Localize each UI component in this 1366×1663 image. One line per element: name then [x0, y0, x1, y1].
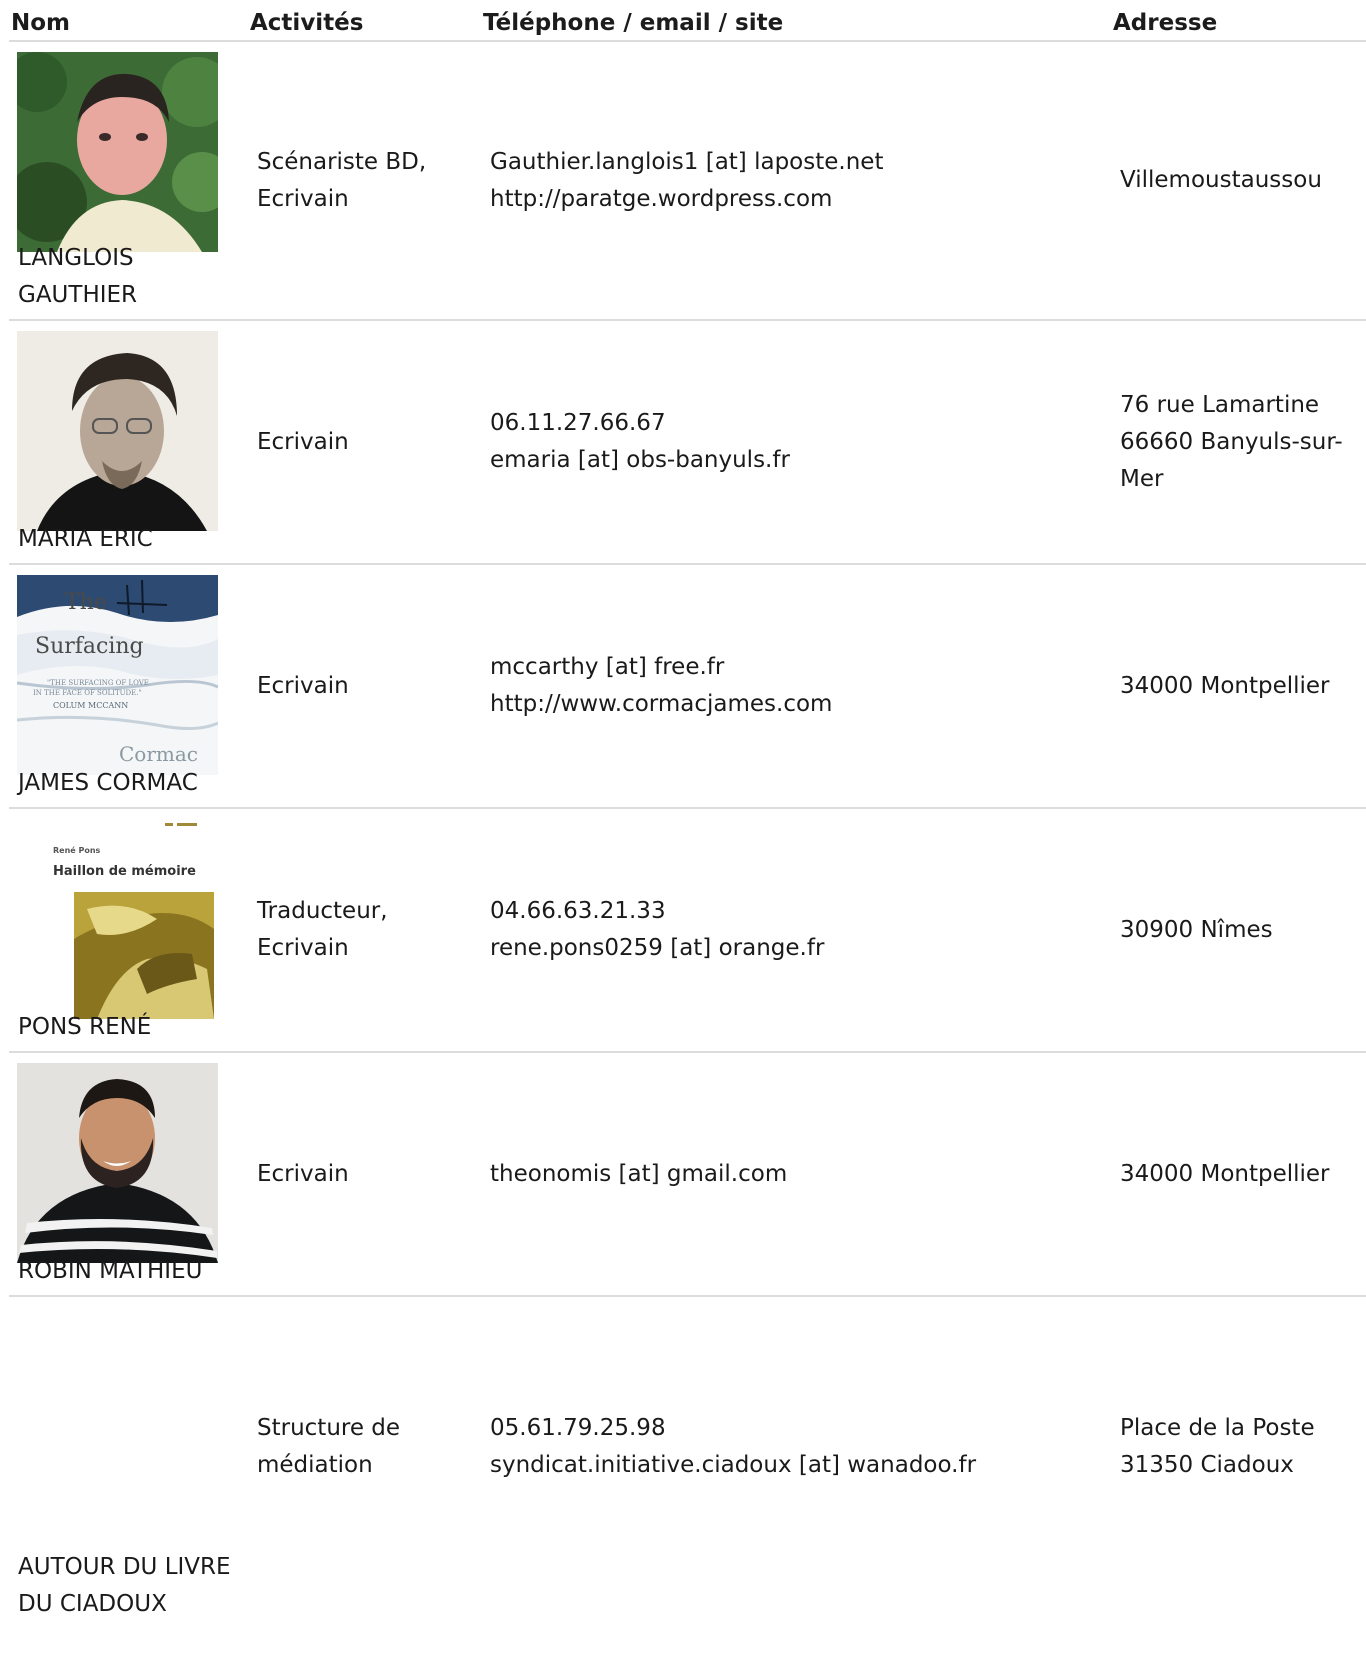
- address-line: 66660 Banyuls-sur-Mer: [1120, 428, 1343, 492]
- name-cell: [9, 809, 248, 1051]
- email-text[interactable]: syndicat.initiative.ciadoux [at] wanadoo.fr: [490, 1452, 977, 1478]
- organization-name: AUTOUR DU LIVRE DU CIADOUX: [18, 1554, 231, 1617]
- email-text[interactable]: Gauthier.langlois1 [at] laposte.net: [490, 148, 884, 175]
- person-name: LANGLOIS GAUTHIER: [18, 245, 138, 308]
- book-cover: [17, 575, 218, 775]
- person-name: ROBIN MATHIEU: [18, 1258, 203, 1284]
- person-name: PONS RENÉ: [18, 1014, 152, 1040]
- address-line: 34000 Montpellier: [1120, 1160, 1330, 1187]
- table-row: [9, 1053, 1366, 1297]
- person-name: MARIA ERIC: [18, 526, 153, 552]
- activities-cell: [248, 809, 481, 1051]
- table-row: [9, 321, 1366, 565]
- contact-cell: [481, 1053, 1111, 1295]
- header-contact: Téléphone / email / site: [483, 10, 784, 36]
- portrait-photo: [17, 331, 218, 531]
- activities-text: Structure de médiation: [257, 1415, 401, 1478]
- name-cell: [9, 1053, 248, 1295]
- activities-cell: [248, 1053, 481, 1295]
- address-cell: [1111, 809, 1366, 1051]
- table-row: [9, 42, 1366, 321]
- phone-text: 04.66.63.21.33: [490, 898, 666, 924]
- cover-title-line1: The: [65, 590, 107, 615]
- address-cell: [1111, 1297, 1366, 1597]
- person-name: JAMES CORMAC: [18, 770, 198, 796]
- activities-cell: [248, 1297, 481, 1597]
- email-text[interactable]: emaria [at] obs-banyuls.fr: [490, 447, 790, 473]
- activities-text: Ecrivain: [257, 428, 349, 455]
- address-cell: [1111, 321, 1366, 563]
- activities-text: Ecrivain: [257, 672, 349, 699]
- activities-text: Scénariste BD, Ecrivain: [257, 148, 427, 212]
- header-name: Nom: [11, 10, 71, 36]
- contact-cell: [481, 321, 1111, 563]
- cover-quote-author: COLUM MCCANN: [53, 701, 129, 710]
- cover-quote-line1: "THE SURFACING OF LOVE: [47, 679, 149, 687]
- address-line: 76 rue Lamartine: [1120, 391, 1320, 418]
- phone-text: 06.11.27.66.67: [490, 410, 666, 436]
- address-cell: [1111, 1053, 1366, 1295]
- cover-author: René Pons: [53, 846, 101, 855]
- activities-text: Traducteur, Ecrivain: [257, 898, 388, 961]
- cover-quote-line2: IN THE FACE OF SOLITUDE.": [33, 689, 142, 697]
- contact-cell: [481, 565, 1111, 807]
- website-link[interactable]: http://www.cormacjames.com: [490, 691, 833, 717]
- address-line: 31350 Ciadoux: [1120, 1452, 1294, 1478]
- cover-title: Haillon de mémoire: [53, 864, 196, 879]
- activities-text: Ecrivain: [257, 1160, 349, 1187]
- contact-cell: [481, 42, 1111, 319]
- book-cover: [17, 819, 218, 1019]
- address-line: Place de la Poste: [1120, 1415, 1315, 1441]
- email-text[interactable]: rene.pons0259 [at] orange.fr: [490, 935, 825, 961]
- name-cell: [9, 42, 248, 319]
- name-cell: [9, 321, 248, 563]
- address-line: 30900 Nîmes: [1120, 916, 1273, 943]
- table-header: [9, 0, 1366, 42]
- table-row: [9, 565, 1366, 809]
- activities-cell: [248, 321, 481, 563]
- contact-cell: [481, 809, 1111, 1051]
- email-text[interactable]: mccarthy [at] free.fr: [490, 654, 725, 680]
- contact-cell: [481, 1297, 1111, 1597]
- phone-text: 05.61.79.25.98: [490, 1415, 666, 1441]
- activities-cell: [248, 565, 481, 807]
- address-cell: [1111, 565, 1366, 807]
- address-line: 34000 Montpellier: [1120, 672, 1330, 699]
- name-cell: [9, 1297, 248, 1617]
- header-address: Adresse: [1113, 10, 1218, 36]
- name-cell: [9, 565, 248, 807]
- activities-cell: [248, 42, 481, 319]
- contacts-table: [9, 0, 1366, 1617]
- cover-title-line2: Surfacing: [35, 634, 144, 659]
- address-line: Villemoustaussou: [1120, 167, 1322, 193]
- email-text[interactable]: theonomis [at] gmail.com: [490, 1160, 788, 1187]
- portrait-photo: [17, 1063, 218, 1263]
- portrait-photo: [17, 52, 218, 252]
- cover-author: Cormac: [119, 742, 198, 766]
- website-link[interactable]: http://paratge.wordpress.com: [490, 185, 833, 212]
- header-activities: Activités: [250, 10, 364, 36]
- table-row: [9, 809, 1366, 1053]
- address-cell: [1111, 42, 1366, 319]
- table-row: [9, 1297, 1366, 1617]
